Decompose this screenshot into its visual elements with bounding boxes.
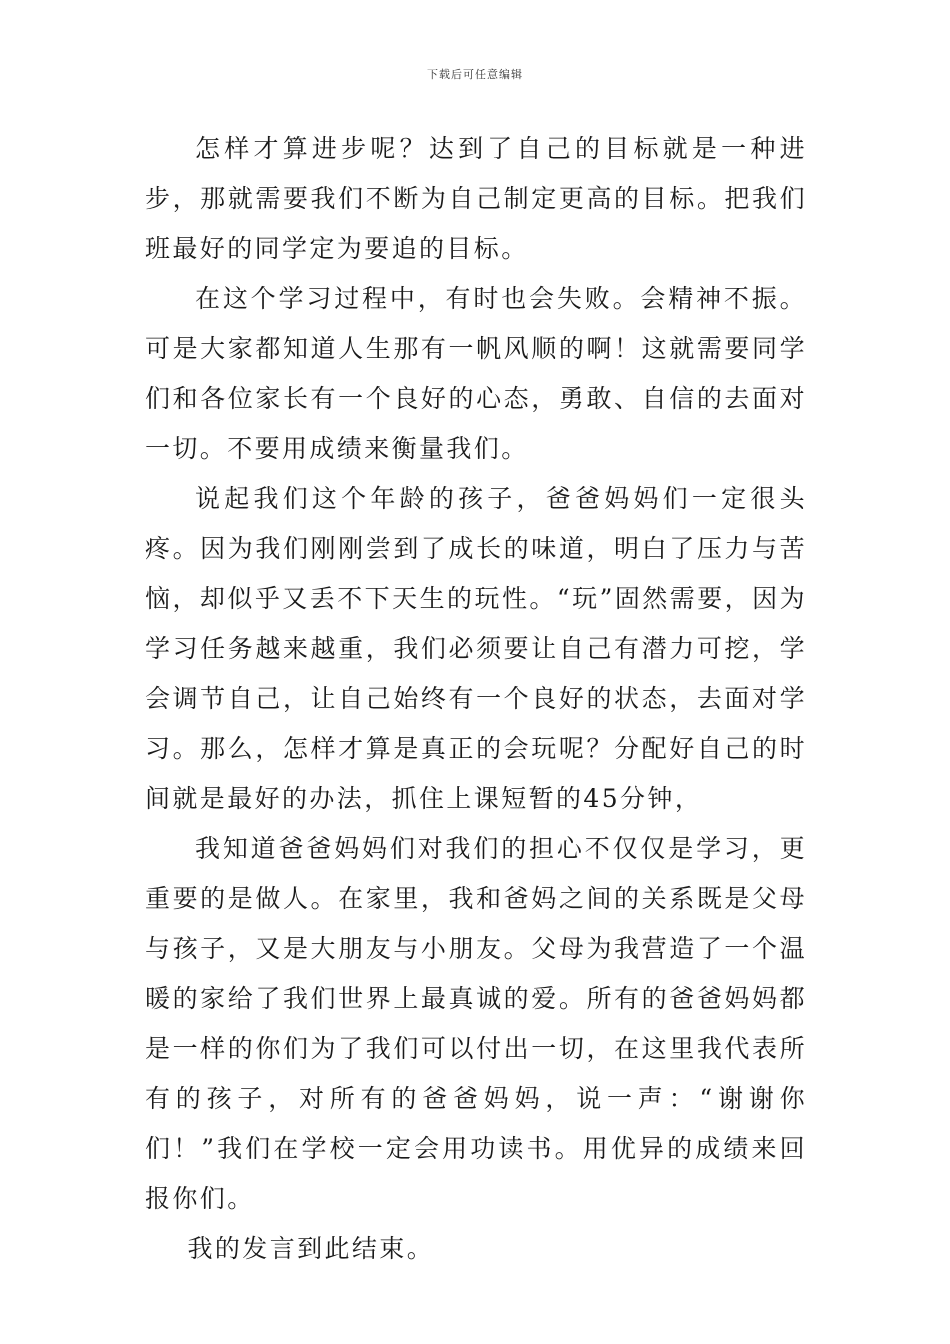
paragraph-progress: 怎样才算进步呢？达到了自己的目标就是一种进步，那就需要我们不断为自己制定更高的目标。把我们班最好的同学定为要追的目标。: [145, 134, 807, 263]
paragraph-closing: 我的发言到此结束。: [187, 1234, 435, 1263]
paragraph-play: 说起我们这个年龄的孩子，爸爸妈妈们一定很头疼。因为我们刚刚尝到了成长的味道，明白了压力与苦恼，却似乎又丢不下天生的玩性。“玩”固然需要，因为学习任务越来越重，我们必须要让自己有潜力可挖，学会调节自己，让自己始终有一个良好的状态，去面对学习。那么，怎样才算是真正的会玩呢？分配好自己的时间就是最好的办法，抓住上课短暂的45分钟，: [145, 484, 807, 813]
paragraph-failure: 在这个学习过程中，有时也会失败。会精神不振。可是大家都知道人生那有一帆风顺的啊！这就需要同学们和各位家长有一个良好的心态，勇敢、自信的去面对一切。不要用成绩来衡量我们。: [145, 284, 807, 463]
document-body: [145, 124, 807, 1274]
paragraph-parents: 我知道爸爸妈妈们对我们的担心不仅仅是学习，更重要的是做人。在家里，我和爸妈之间的关系既是父母与孩子，又是大朋友与小朋友。父母为我营造了一个温暖的家给了我们世界上最真诚的爱。所有的爸爸妈妈都是一样的你们为了我们可以付出一切，在这里我代表所有的孩子，对所有的爸爸妈妈，说一声：“谢谢你们！”我们在学校一定会用功读书。用优异的成绩来回报你们。: [145, 834, 807, 1213]
header-note: 下载后可任意编辑: [427, 68, 523, 81]
